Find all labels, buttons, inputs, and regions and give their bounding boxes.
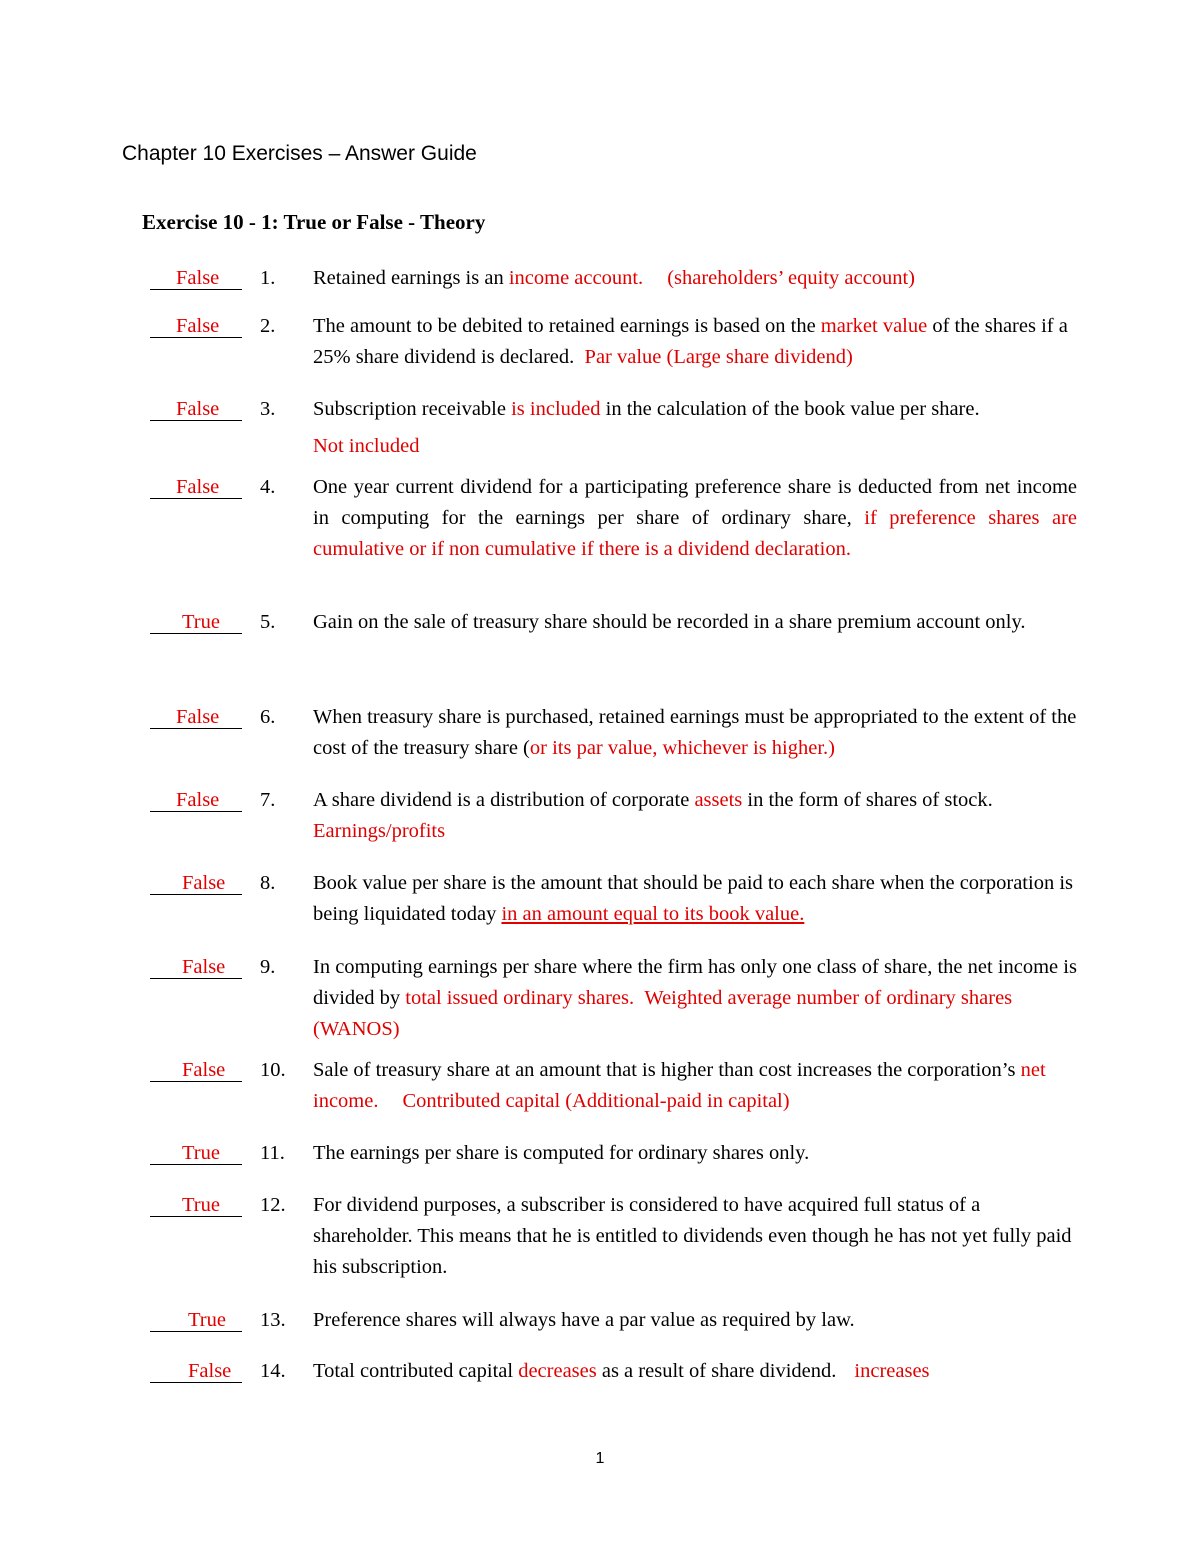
statement-text: For dividend purposes, a subscriber is considered to have acquired full status of a shareholder. This means that he is entitled to dividends even though he has not yet fully paid his subscription. bbox=[313, 1194, 1072, 1278]
question-number: 13. bbox=[260, 1309, 286, 1331]
answer-blank bbox=[150, 394, 242, 421]
correction-text: assets bbox=[694, 789, 743, 811]
answer-text: True bbox=[188, 1309, 226, 1331]
statement-text: When treasury share is purchased, retained earnings must be appropriated to the extent of the cost of the treasury share ( bbox=[313, 706, 1077, 759]
statement-text: as a result of share dividend. bbox=[596, 1360, 837, 1382]
page-number: 1 bbox=[595, 1450, 605, 1467]
statement-text: A share dividend is a distribution of corporate bbox=[313, 789, 695, 811]
statement-text: in the calculation of the book value per share. bbox=[600, 398, 980, 420]
correction-text: or its par value, whichever is higher.) bbox=[529, 737, 836, 759]
question-text bbox=[313, 702, 1077, 764]
question-number: 11. bbox=[260, 1142, 285, 1164]
answer-text: False bbox=[182, 1059, 226, 1081]
answer-text: False bbox=[176, 398, 220, 420]
statement-text: Sale of treasury share at an amount that is higher than cost increases the corporation’s bbox=[313, 1059, 1021, 1081]
answer-blank bbox=[150, 1305, 242, 1332]
answer-text: False bbox=[176, 267, 220, 289]
correction-text: decreases bbox=[518, 1360, 597, 1382]
question-number: 2. bbox=[260, 315, 276, 337]
correction-note: Earnings/profits bbox=[313, 820, 446, 842]
question-text bbox=[313, 1190, 1077, 1283]
correction-text: market value bbox=[820, 315, 928, 337]
answer-blank bbox=[150, 472, 242, 499]
answer-blank bbox=[150, 311, 242, 338]
answer-blank bbox=[150, 785, 242, 812]
statement-text: The amount to be debited to retained earnings is based on the bbox=[313, 315, 821, 337]
answer-blank bbox=[150, 952, 242, 979]
question-text bbox=[313, 1356, 1077, 1387]
correction-note: Contributed capital (Additional-paid in capital) bbox=[402, 1090, 790, 1112]
statement-text: Preference shares will always have a par value as required by law. bbox=[313, 1309, 855, 1331]
statement-text: The earnings per share is computed for ordinary shares only. bbox=[313, 1142, 810, 1164]
answer-text: True bbox=[182, 611, 220, 633]
correction-text: in an amount equal to its book value. bbox=[501, 903, 805, 925]
answer-blank bbox=[150, 1138, 242, 1165]
question-text bbox=[313, 952, 1077, 1045]
correction-note: Par value (Large share dividend) bbox=[584, 346, 853, 368]
question-number: 7. bbox=[260, 789, 276, 811]
question-text bbox=[313, 785, 1077, 847]
answer-blank bbox=[150, 1356, 242, 1383]
correction-text: total issued ordinary shares. bbox=[405, 987, 635, 1009]
answer-text: False bbox=[188, 1360, 232, 1382]
answer-text: False bbox=[176, 315, 220, 337]
statement-text: Book value per share is the amount that should be paid to each share when the corporation is being liquidated today bbox=[313, 872, 1073, 925]
answer-text: False bbox=[176, 706, 220, 728]
answer-text: False bbox=[176, 789, 220, 811]
statement-text: One year current dividend for a participating preference share is deducted from net income in computing for the earnings per share of ordinary share, bbox=[313, 476, 1077, 529]
question-number: 8. bbox=[260, 872, 276, 894]
question-number: 12. bbox=[260, 1194, 286, 1216]
page-title: Chapter 10 Exercises – Answer Guide bbox=[122, 142, 477, 165]
answer-blank bbox=[150, 1190, 242, 1217]
statement-text: In computing earnings per share where the firm has only one class of share, the net income is divided by bbox=[313, 956, 1077, 1009]
correction-note: (shareholders’ equity account) bbox=[667, 267, 915, 289]
question-text bbox=[313, 1055, 1077, 1117]
statement-text: Subscription receivable bbox=[313, 398, 512, 420]
question-number: 9. bbox=[260, 956, 276, 978]
answer-blank bbox=[150, 1055, 242, 1082]
statement-text: Retained earnings is an bbox=[313, 267, 509, 289]
question-text bbox=[313, 311, 1077, 373]
question-number: 6. bbox=[260, 706, 276, 728]
answer-text: False bbox=[182, 956, 226, 978]
statement-text: in the form of shares of stock. bbox=[742, 789, 993, 811]
answer-blank bbox=[150, 263, 242, 290]
question-number: 3. bbox=[260, 398, 276, 420]
question-number: 1. bbox=[260, 267, 276, 289]
statement-text: Gain on the sale of treasury share should be recorded in a share premium account only. bbox=[313, 611, 1026, 633]
answer-text: True bbox=[182, 1142, 220, 1164]
question-text bbox=[313, 472, 1077, 565]
question-text bbox=[313, 263, 1077, 294]
answer-text: True bbox=[182, 1194, 220, 1216]
question-text bbox=[313, 391, 1077, 465]
correction-text: income account. bbox=[508, 267, 644, 289]
question-number: 14. bbox=[260, 1360, 286, 1382]
question-text bbox=[313, 1305, 1077, 1336]
statement-text: of the shares if a 25% share dividend is declared. bbox=[313, 315, 1068, 368]
correction-note: Weighted average number of ordinary shares (WANOS) bbox=[313, 987, 1013, 1040]
answer-text: False bbox=[176, 476, 220, 498]
answer-blank bbox=[150, 702, 242, 729]
question-text bbox=[313, 1138, 1077, 1169]
exercise-title: Exercise 10 - 1: True or False - Theory bbox=[142, 210, 486, 234]
question-number: 10. bbox=[260, 1059, 286, 1081]
statement-text: Total contributed capital bbox=[313, 1360, 519, 1382]
question-text bbox=[313, 868, 1077, 930]
answer-blank bbox=[150, 607, 242, 634]
question-number: 5. bbox=[260, 611, 276, 633]
correction-note: Not included bbox=[313, 435, 420, 457]
correction-text: if preference shares are cumulative or if non cumulative if there is a dividend declaration. bbox=[313, 507, 1078, 560]
question-text bbox=[313, 607, 1077, 638]
correction-note: increases bbox=[854, 1360, 930, 1382]
question-number: 4. bbox=[260, 476, 276, 498]
answer-text: False bbox=[182, 872, 226, 894]
correction-text: net income. bbox=[313, 1059, 1046, 1112]
correction-text: is included bbox=[511, 398, 601, 420]
answer-blank bbox=[150, 868, 242, 895]
